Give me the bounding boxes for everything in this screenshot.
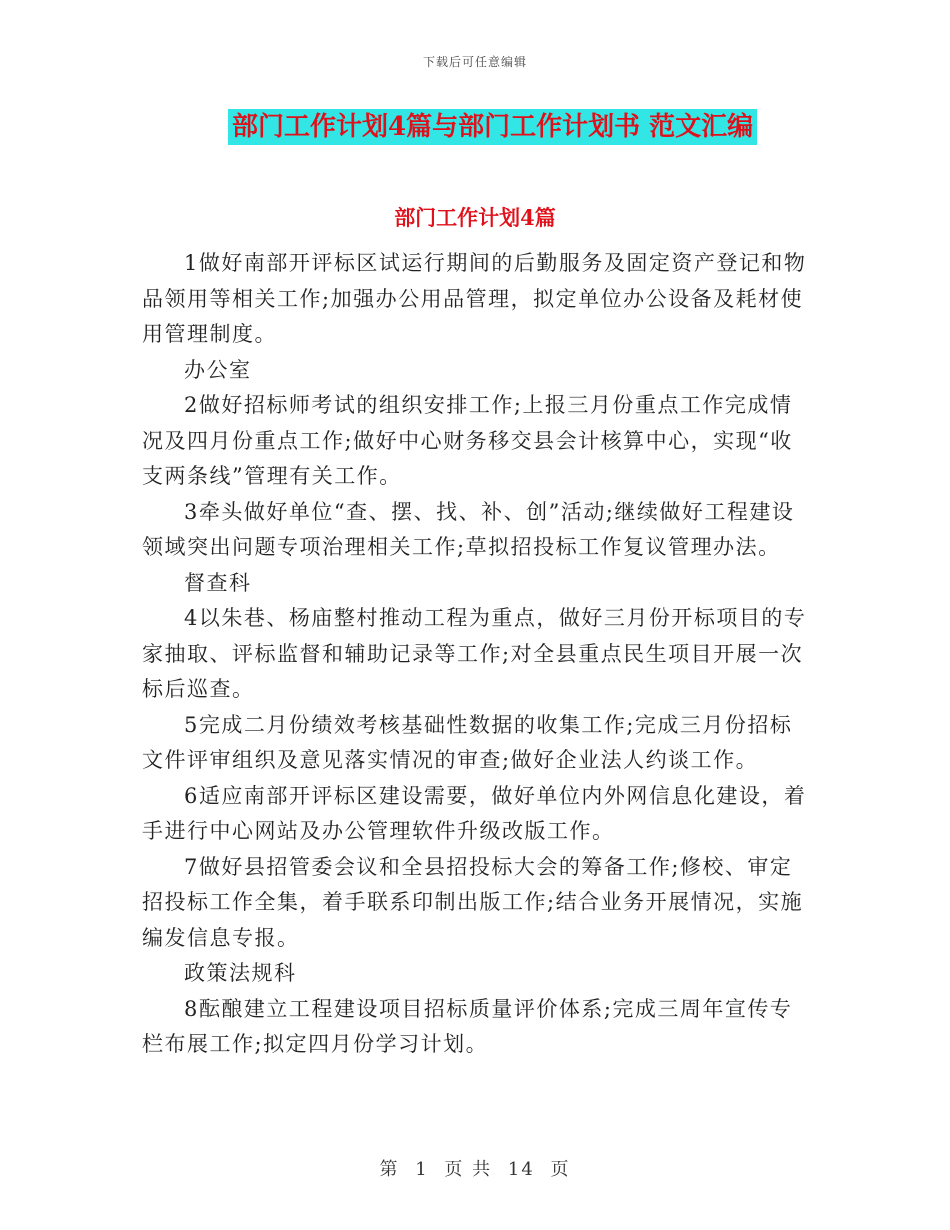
- paragraph-3: 3牵头做好单位“查、摆、找、补、创”活动;继续做好工程建设领域突出问题专项治理相关工作;草拟招投标工作复议管理办法。: [142, 499, 795, 559]
- section-title: 部门工作计划4篇: [394, 205, 556, 230]
- paragraph-1: 1做好南部开评标区试运行期间的后勤服务及固定资产登记和物品领用等相关工作;加强办公用品管理，拟定单位办公设备及耗材使用管理制度。: [142, 251, 807, 346]
- paragraph-6: 6适应南部开评标区建设需要，做好单位内外网信息化建设，着手进行中心网站及办公管理软件升级改版工作。: [142, 783, 807, 843]
- page-header-note: 下载后可任意编辑: [422, 55, 527, 69]
- document-title-block: [228, 109, 768, 145]
- footer-total-pages: 14: [507, 1159, 535, 1180]
- document-body: [142, 246, 812, 1063]
- paragraph-5: 5完成二月份绩效考核基础性数据的收集工作;完成三月份招标文件评审组织及意见落实情况的审查;做好企业法人约谈工作。: [142, 712, 793, 772]
- paragraph-8: 8酝酿建立工程建设项目招标质量评价体系;完成三周年宣传专栏布展工作;拟定四月份学习计划。: [142, 996, 793, 1056]
- footer-middle: 页 共: [444, 1159, 493, 1180]
- footer-prefix: 第: [379, 1159, 400, 1180]
- document-title: 部门工作计划4篇与部门工作计划书 范文汇编: [228, 109, 757, 145]
- footer-page-number: 1: [415, 1159, 429, 1180]
- dept-label-office: 办公室: [184, 357, 252, 382]
- dept-label-policy: 政策法规科: [184, 961, 297, 985]
- paragraph-2: 2做好招标师考试的组织安排工作;上报三月份重点工作完成情况及四月份重点工作;做好中心财务移交县会计核算中心，实现“收支两条线”管理有关工作。: [142, 393, 793, 488]
- footer-suffix: 页: [550, 1159, 571, 1180]
- page-footer: [0, 1155, 950, 1181]
- dept-label-supervision: 督查科: [184, 570, 252, 595]
- paragraph-7: 7做好县招管委会议和全县招投标大会的筹备工作;修校、审定招投标工作全集，着手联系印制出版工作;结合业务开展情况，实施编发信息专报。: [142, 854, 804, 950]
- paragraph-4: 4以朱巷、杨庙整村推动工程为重点，做好三月份开标项目的专家抽取、评标监督和辅助记录等工作;对全县重点民生项目开展一次标后巡查。: [142, 606, 807, 701]
